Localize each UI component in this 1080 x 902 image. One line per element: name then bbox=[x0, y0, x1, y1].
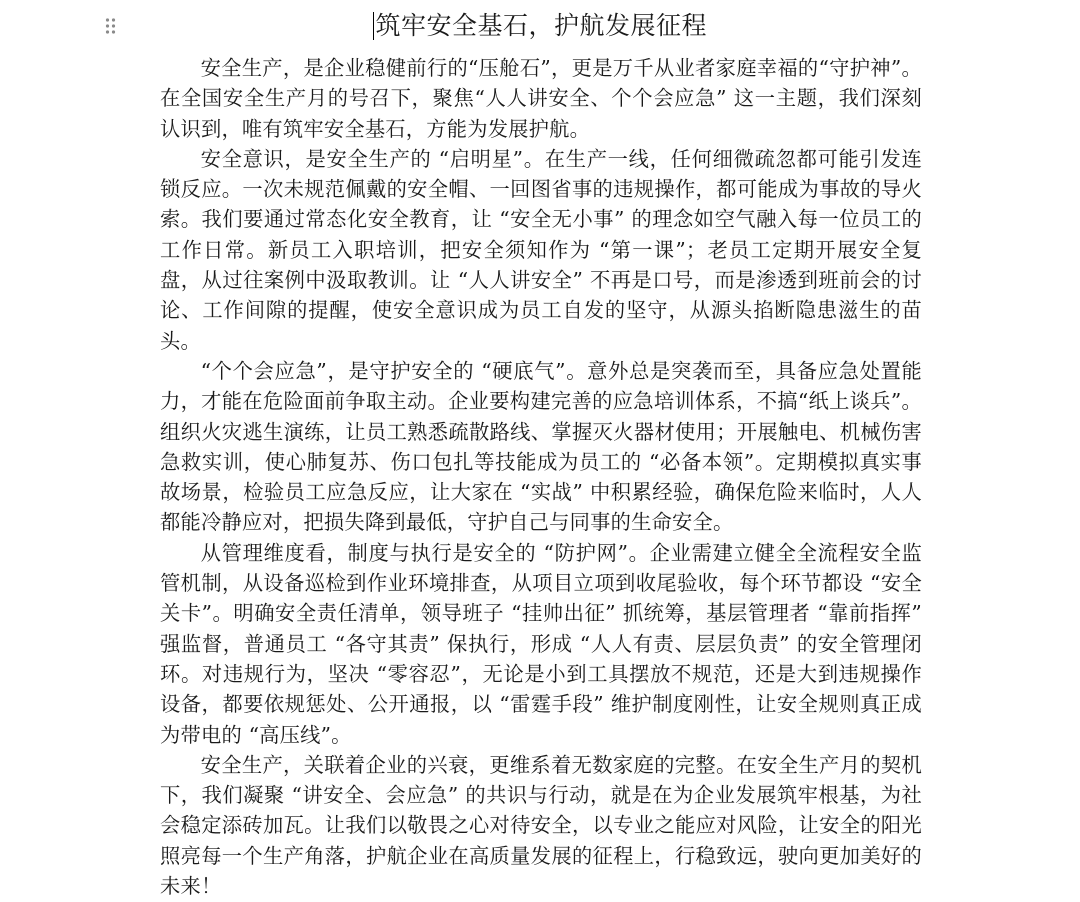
paragraph-conclusion[interactable]: 安全生产，关联着企业的兴衰，更维系着无数家庭的完整。在安全生产月的契机下，我们凝聚 “讲安全、会应急” 的共识与行动，就是在为企业发展筑牢根基，为社会稳定添砖加瓦。让我们以敬畏之心对待安全，以专业之能应对风险，让安全的阳光照亮每一个生产角落，护航企业在高质量发展的征程上，行稳致远，驶向更加美好的未来！ bbox=[160, 752, 922, 899]
title-block[interactable] bbox=[160, 6, 920, 49]
document-body[interactable] bbox=[160, 53, 922, 901]
paragraph-safety-awareness[interactable]: 安全意识，是安全生产的 “启明星”。在生产一线，任何细微疏忽都可能引发连锁反应。一次未规范佩戴的安全帽、一回图省事的违规操作，都可能成为事故的导火索。我们要通过常态化安全教育，让 “安全无小事” 的理念如空气融入每一位员工的工作日常。新员工入职培训，把安全须知作为 “第一课”；老员工定期开展安全复盘，从过往案例中汲取教训。让 “人人讲安全” 不再是口号，而是渗透到班前会的讨论、工作间隙的提醒，使安全意识成为员工自发的坚守，从源头掐断隐患滋生的苗头。 bbox=[160, 146, 922, 353]
document-title[interactable]: 筑牢安全基石，护航发展征程 bbox=[375, 11, 707, 40]
paragraph-intro[interactable]: 安全生产，是企业稳健前行的“压舱石”，更是万千从业者家庭幸福的“守护神”。在全国安全生产月的号召下，聚焦“人人讲安全、个个会应急” 这一主题，我们深刻认识到，唯有筑牢安全基石，方能为发展护航。 bbox=[160, 56, 922, 141]
paragraph-emergency-response[interactable]: “个个会应急”，是守护安全的 “硬底气”。意外总是突袭而至，具备应急处置能力，才能在危险面前争取主动。企业要构建完善的应急培训体系，不搞“纸上谈兵”。组织火灾逃生演练，让员工熟悉疏散路线、掌握灭火器材使用；开展触电、机械伤害急救实训，使心肺复苏、伤口包扎等技能成为员工的 “必备本领”。定期模拟真实事故场景，检验员工应急反应，让大家在 “实战” 中积累经验，确保危险来临时，人人都能冷静应对，把损失降到最低，守护自己与同事的生命安全。 bbox=[160, 358, 922, 535]
paragraph-management[interactable]: 从管理维度看，制度与执行是安全的 “防护网”。企业需建立健全全流程安全监管机制，从设备巡检到作业环境排查，从项目立项到收尾验收，每个环节都设 “安全关卡”。明确安全责任清单，领导班子 “挂帅出征” 抓统筹，基层管理者 “靠前指挥” 强监督，普通员工 “各守其责” 保执行，形成 “人人有责、层层负责” 的安全管理闭环。对违规行为，坚决 “零容忍”，无论是小到工具摆放不规范，还是大到违规操作设备，都要依规惩处、公开通报，以 “雷霆手段” 维护制度刚性，让安全规则真正成为带电的 “高压线”。 bbox=[160, 540, 922, 747]
drag-handle-icon[interactable] bbox=[104, 16, 118, 36]
